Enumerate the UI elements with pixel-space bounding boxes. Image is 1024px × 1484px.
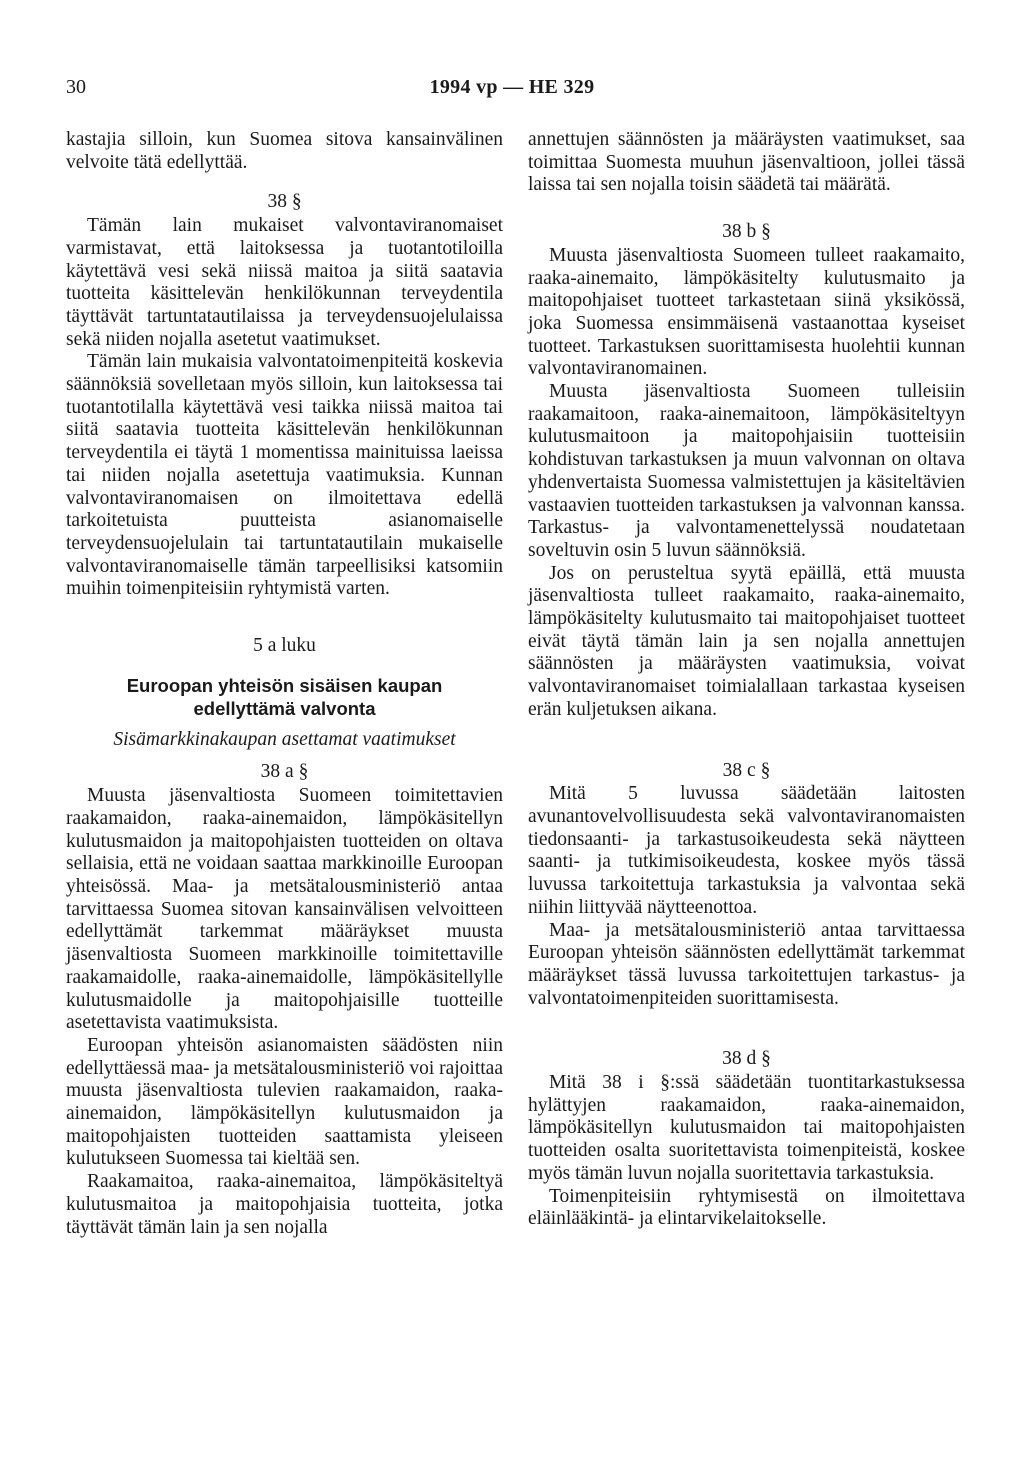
chapter-title-line-1: Euroopan yhteisön sisäisen kaupan (126, 674, 443, 696)
left-column (66, 129, 503, 1239)
paragraph: Tämän lain mukaiset valvontaviranomaiset varmistavat, että laitoksessa ja tuotantotiloilla käytettävä vesi sekä niissä maitoa ja siitä saatavia tuotteita käsittelevän henkilökunnan terveydentila täyttävät tartuntatautilaissa ja terveydensuojelulaissa sekä niiden nojalla asetetut vaatimukset. (66, 215, 503, 350)
paragraph: Mitä 5 luvussa säädetään laitosten avunantovelvollisuudesta sekä valvontaviranomaisten tiedonsaanti- ja tarkastusoikeudesta sekä näytteen saanti- ja tutkimisoikeudesta, koskee myös tässä luvussa tarkoitettuja tarkastuksia ja valvontaa sekä niihin liittyvää näytteenottoa. (528, 783, 965, 918)
running-title: 1994 vp — HE 329 (429, 76, 595, 98)
section-heading-38d: 38 d § (722, 1048, 771, 1070)
paragraph: Tämän lain mukaisia valvontatoimenpiteitä koskevia säännöksiä sovelletaan myös silloin, kun laitoksessa tai tuotantotilalla käytettävä vesi taikka niissä maitoa tai siitä saatavia tuotteita käsittelevän henkilökunnan terveydentila ei täytä 1 momentissa mainituissa laeissa tai niiden nojalla asetettuja vaatimuksia. Kunnan valvontaviranomaisen on ilmoitettava edellä tarkoitetuista puutteista asianomaiselle terveydensuojelulain tai tartuntatautilain mukaiselle valvontaviranomaiselle tämän tarpeellisiksi katsomiin muihin toimenpiteisiin ryhtymistä varten. (66, 351, 503, 600)
section-heading-38b: 38 b § (722, 221, 771, 243)
page-number: 30 (66, 76, 86, 98)
section-heading-38a: 38 a § (260, 761, 309, 783)
right-column (528, 129, 965, 1231)
paragraph: Muusta jäsenvaltiosta Suomeen tulleisiin raakamaitoon, raaka-ainemaitoon, lämpökäsiteltyyn kulutusmaitoon ja maitopohjaisiin tuotteisiin kohdistuvan tarkastuksen ja muun valvonnan on oltava yhdenvertaista Suomessa valmistettujen ja käsiteltävien vastaavien tuotteiden tarkastuksen ja valvonnan kanssa. Tarkastus- ja valvontamenettelyssä noudatetaan soveltuvin osin 5 luvun säännöksiä. (528, 381, 965, 561)
paragraph: Toimenpiteisiin ryhtymisestä on ilmoitettava eläinlääkintä- ja elintarvikelaitokselle. (528, 1185, 965, 1230)
section-heading-38: 38 § (267, 191, 302, 213)
paragraph: Maa- ja metsätalousministeriö antaa tarvittaessa Euroopan yhteisön säännösten edellyttämät tarkemmat määräykset tässä luvussa tarkoitettujen tarkastus- ja valvontatoimenpiteiden suorittamisesta. (528, 919, 965, 1009)
continued-paragraph: annettujen säännösten ja määräysten vaatimukset, saa toimittaa Suomesta muuhun jäsenvaltioon, jollei tässä laissa tai sen nojalla toisin säädetä tai määrätä. (528, 129, 965, 196)
paragraph: Jos on perusteltua syytä epäillä, että muusta jäsenvaltiosta tulleet raakamaito, raaka-ainemaito, lämpökäsitelty kulutusmaito tai maitopohjaiset tuotteet eivät täytä tämän lain ja sen nojalla annettujen säännösten ja määräysten vaatimuksia, voivat valvontaviranomaiset toimialallaan tarkastaa kyseisen erän kuljetuksen aikana. (528, 562, 965, 720)
section-heading-38c: 38 c § (722, 759, 771, 781)
chapter-title-line-2: edellyttämä valvonta (193, 697, 376, 719)
paragraph: Euroopan yhteisön asianomaisten säädösten niin edellyttäessä maa- ja metsätalousministeriö voi rajoittaa muusta jäsenvaltiosta tulevien raakamaidon, raaka-ainemaidon, lämpökäsitellyn kulutusmaidon ja maitopohjaisten tuotteiden saattamista yleiseen kulutukseen Suomessa tai kieltää sen. (66, 1034, 503, 1170)
paragraph: Mitä 38 i §:ssä säädetään tuontitarkastuksessa hylättyjen raakamaidon, raaka-ainemaidon, lämpökäsitellyn kulutusmaidon tai maitopohjaisten tuotteiden osalta suoritettavista toimenpiteistä, koskee myös tämän luvun nojalla suoritettavia tarkastuksia. (528, 1072, 965, 1184)
continued-paragraph: kastajia silloin, kun Suomea sitova kansainvälinen velvoite tätä edellyttää. (66, 129, 503, 173)
chapter-number: 5 a luku (253, 635, 316, 657)
page-header (0, 76, 1024, 100)
paragraph: Muusta jäsenvaltiosta Suomeen toimitettavien raakamaidon, raaka-ainemaidon, lämpökäsitellyn kulutusmaidon ja maitopohjaisten tuotteiden on oltava sellaisia, että ne voidaan saattaa markkinoille Euroopan yhteisössä. Maa- ja metsätalousministeriö antaa tarvittaessa Suomea sitovan kansainvälisen velvoitteen edellyttämät tarkemmat määräykset muusta jäsenvaltiosta Suomeen markkinoille toimitettaville raakamaidolle, raaka-ainemaidolle, lämpökäsitellylle kulutusmaidolle ja maitopohjaisille tuotteille asetettavista vaatimuksista. (66, 785, 503, 1034)
chapter-subtitle: Sisämarkkinakaupan asettamat vaatimukset (113, 728, 456, 750)
paragraph: Raakamaitoa, raaka-ainemaitoa, lämpökäsiteltyä kulutusmaitoa ja maitopohjaisia tuotteita, jotka täyttävät tämän lain ja sen nojalla (66, 1171, 503, 1238)
paragraph: Muusta jäsenvaltiosta Suomeen tulleet raakamaito, raaka-ainemaito, lämpökäsitelty kulutusmaito ja maitopohjaiset tuotteet tarkastetaan siinä yksikössä, joka Suomessa ensimmäisenä vastaanottaa kyseiset tuotteet. Tarkastuksen suorittamisesta huolehtii kunnan valvontaviranomainen. (528, 244, 965, 380)
